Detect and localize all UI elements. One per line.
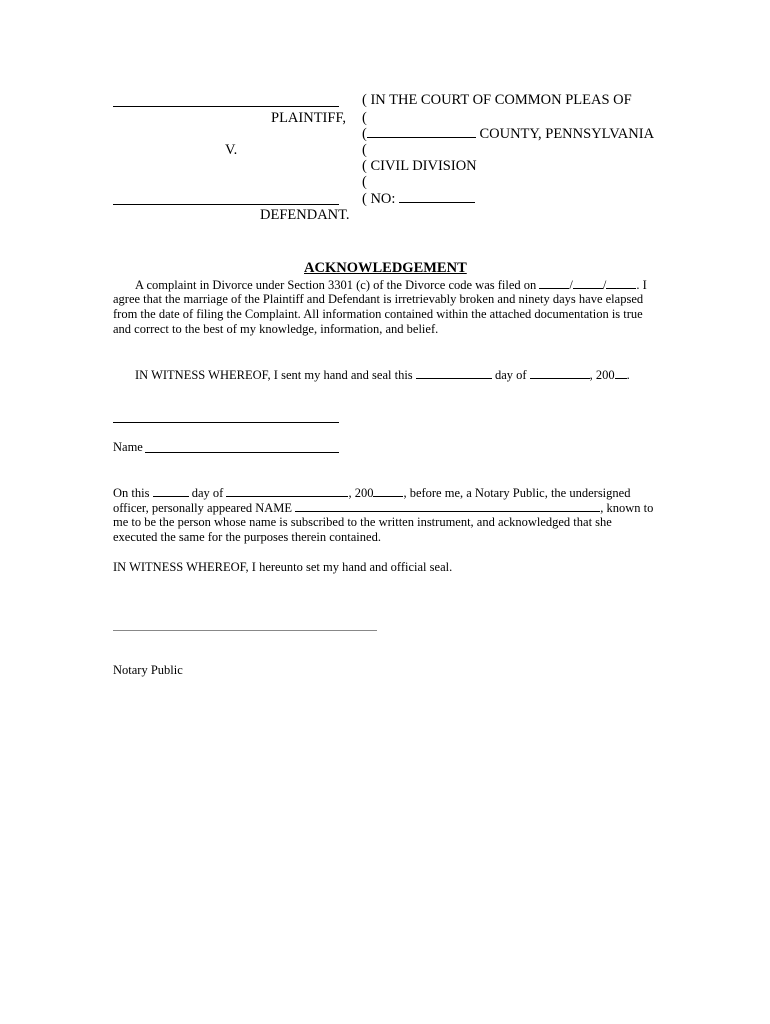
filed-year-blank[interactable]: [606, 277, 636, 289]
witness-day-of: day of: [494, 368, 527, 382]
case-number-blank[interactable]: [399, 191, 475, 203]
complaint-line-2: agree that the marriage of the Plaintiff and Defendant is irretrievably broken and ninety days have elapsed: [113, 292, 644, 306]
notary-signature-line[interactable]: [113, 630, 377, 631]
notary-day-blank[interactable]: [153, 485, 189, 497]
notary-public-label: Notary Public: [113, 663, 183, 677]
notary-line-1: [113, 485, 630, 501]
county-line: [362, 126, 654, 142]
filed-month-blank[interactable]: [539, 277, 569, 289]
county-blank[interactable]: [367, 126, 476, 138]
complaint-text: A complaint in Divorce under Section 3301 (c) of the Divorce code was filed on: [135, 278, 537, 292]
signature-line[interactable]: [113, 422, 339, 423]
defendant-signature-line[interactable]: [113, 204, 339, 205]
caption-paren: (: [362, 174, 367, 190]
date-slash: /: [569, 278, 573, 292]
filed-day-blank[interactable]: [573, 277, 603, 289]
versus-label: V.: [225, 142, 238, 158]
notary-line-3: me to be the person whose name is subscribed to the written instrument, and acknowledged that she: [113, 515, 612, 529]
notary-known-to: , known to: [600, 501, 654, 515]
complaint-text-end: . I: [636, 278, 647, 292]
notary-line-2: [113, 500, 653, 516]
witness-year-prefix: , 200: [589, 368, 615, 382]
civil-division: ( CIVIL DIVISION: [362, 158, 477, 174]
witness-month-blank[interactable]: [530, 367, 590, 379]
plaintiff-label: PLAINTIFF,: [271, 110, 346, 126]
witness-statement: [135, 367, 630, 383]
name-line[interactable]: [145, 452, 339, 453]
caption-paren: (: [362, 126, 367, 142]
witness-year-blank[interactable]: [615, 367, 627, 379]
date-slash: /: [602, 278, 607, 292]
court-line: ( IN THE COURT OF COMMON PLEAS OF: [362, 92, 632, 108]
no-label: ( NO:: [362, 191, 396, 207]
complaint-line-3: from the date of filing the Complaint. All information contained within the attached documentation is true: [113, 307, 643, 321]
case-number: [362, 191, 475, 207]
caption-paren: (: [362, 110, 367, 126]
notary-month-blank[interactable]: [226, 485, 348, 497]
complaint-line-1: [135, 277, 647, 293]
defendant-label: DEFENDANT.: [260, 207, 350, 223]
notary-appeared: officer, personally appeared NAME: [113, 501, 293, 515]
name-label: Name: [113, 440, 143, 454]
caption-paren: (: [362, 142, 367, 158]
county-suffix: COUNTY, PENNSYLVANIA: [479, 126, 655, 142]
witness-end: .: [626, 368, 630, 382]
notary-year-prefix: , 200: [348, 486, 374, 500]
notary-text: , before me, a Notary Public, the undersigned: [403, 486, 631, 500]
witness-day-blank[interactable]: [416, 367, 492, 379]
notary-name-blank[interactable]: [295, 500, 600, 512]
notary-year-blank[interactable]: [373, 485, 403, 497]
notary-line-4: executed the same for the purposes therein contained.: [113, 530, 381, 544]
witness-text: IN WITNESS WHEREOF, I sent my hand and seal this: [135, 368, 413, 382]
complaint-line-4: and correct to the best of my knowledge, information, and belief.: [113, 322, 439, 336]
notary-day-of: day of: [191, 486, 224, 500]
plaintiff-signature-line[interactable]: [113, 106, 339, 107]
official-seal-statement: IN WITNESS WHEREOF, I hereunto set my hand and official seal.: [113, 560, 453, 574]
document-title: ACKNOWLEDGEMENT: [304, 260, 467, 276]
notary-on-this: On this: [113, 486, 150, 500]
